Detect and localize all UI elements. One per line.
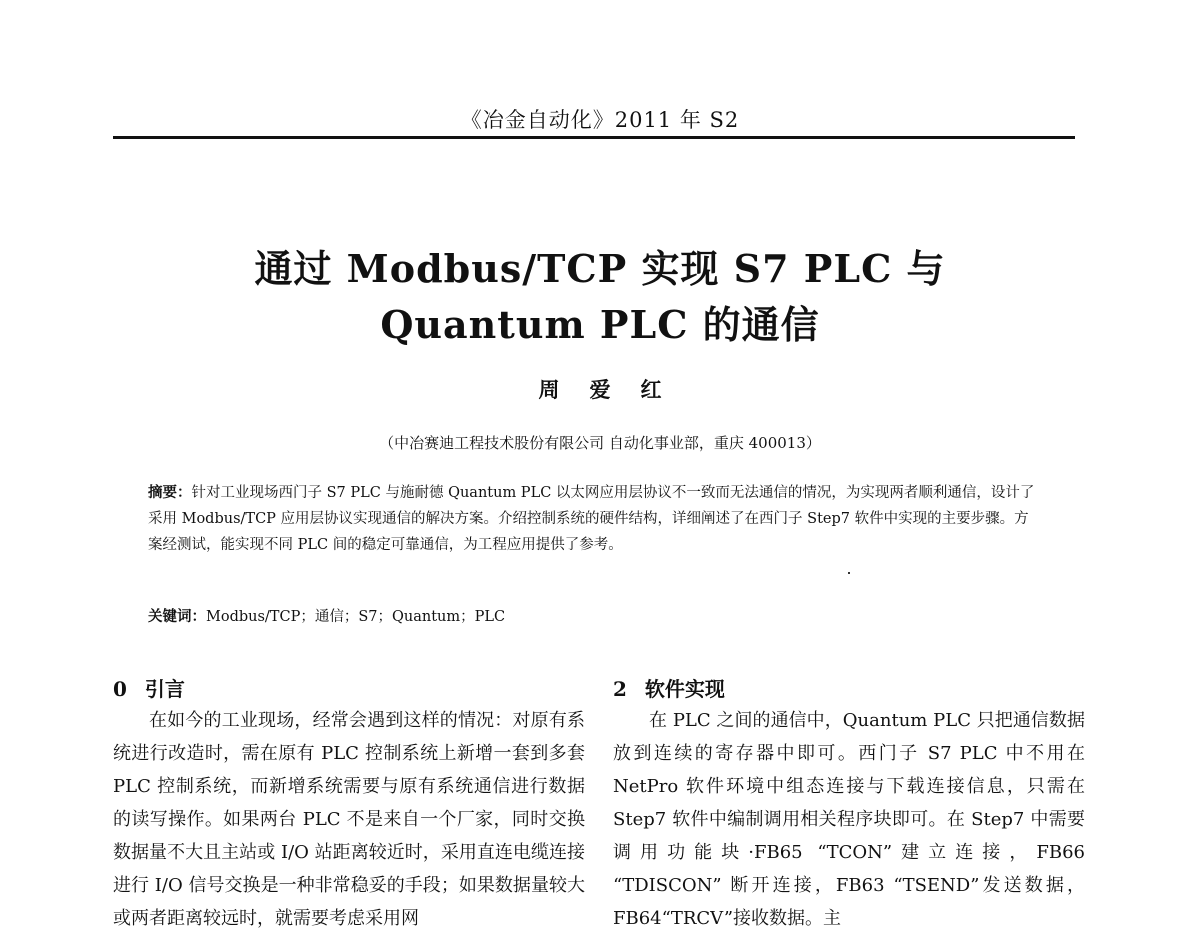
- section-title: 引言: [144, 677, 185, 701]
- paper-title-line-2: Quantum PLC 的通信: [380, 302, 820, 347]
- keywords-label: 关键词：: [148, 608, 206, 625]
- right-column: [613, 674, 1085, 935]
- left-column: [113, 674, 585, 935]
- author-affiliation: （中冶赛迪工程技术股份有限公司 自动化事业部，重庆 400013）: [379, 434, 821, 452]
- abstract: [148, 480, 1040, 558]
- abstract-label: 摘要：: [148, 484, 192, 501]
- abstract-text: 针对工业现场西门子 S7 PLC 与施耐德 Quantum PLC 以太网应用层协议不一致而无法通信的情况，为实现两者顺利通信，设计了采用 Modbus/TCP 应用层协议实现通信的解决方案。介绍控制系统的硬件结构，详细阐述了在西门子 Step7 软件中实现的主要步骤。方案经测试，能实现不同 PLC 间的稳定可靠通信，为工程应用提供了参考。: [148, 485, 1035, 553]
- scan-speck: [848, 572, 850, 574]
- software-paragraph: 在 PLC 之间的通信中，Quantum PLC 只把通信数据放到连续的寄存器中即可。西门子 S7 PLC 中不用在 NetPro 软件环境中组态连接与下载连接信息，只需在 Step7 软件中编制调用相关程序块即可。在 Step7 中需要调用功能块·FB65 “TCON”建立连接，FB66 “TDISCON” 断开连接，FB63 “TSEND”发送数据，FB64“TRCV”接收数据。主: [613, 710, 1085, 929]
- section-heading-introduction: [113, 674, 585, 704]
- section-heading-software: [613, 674, 1085, 704]
- keywords: [148, 606, 1040, 628]
- header-rule: [113, 136, 1075, 139]
- paper-title-line-1: 通过 Modbus/TCP 实现 S7 PLC 与: [254, 246, 946, 291]
- journal-header: 《冶金自动化》2011 年 S2: [460, 108, 740, 132]
- section-title: 软件实现: [644, 677, 725, 701]
- section-number: 2: [613, 677, 627, 701]
- introduction-paragraph: 在如今的工业现场，经常会遇到这样的情况：对原有系统进行改造时，需在原有 PLC 控制系统上新增一套到多套 PLC 控制系统，而新增系统需要与原有系统通信进行数据的读写操作。如果两台 PLC 不是来自一个厂家，同时交换数据量不大且主站或 I/O 站距离较近时，采用直连电缆连接进行 I/O 信号交换是一种非常稳妥的手段；如果数据量较大或两者距离较远时，就需要考虑采用网: [113, 710, 585, 929]
- keywords-text: Modbus/TCP；通信；S7；Quantum；PLC: [206, 609, 506, 625]
- section-number: 0: [113, 677, 127, 701]
- author-name: 周爱红: [538, 377, 692, 402]
